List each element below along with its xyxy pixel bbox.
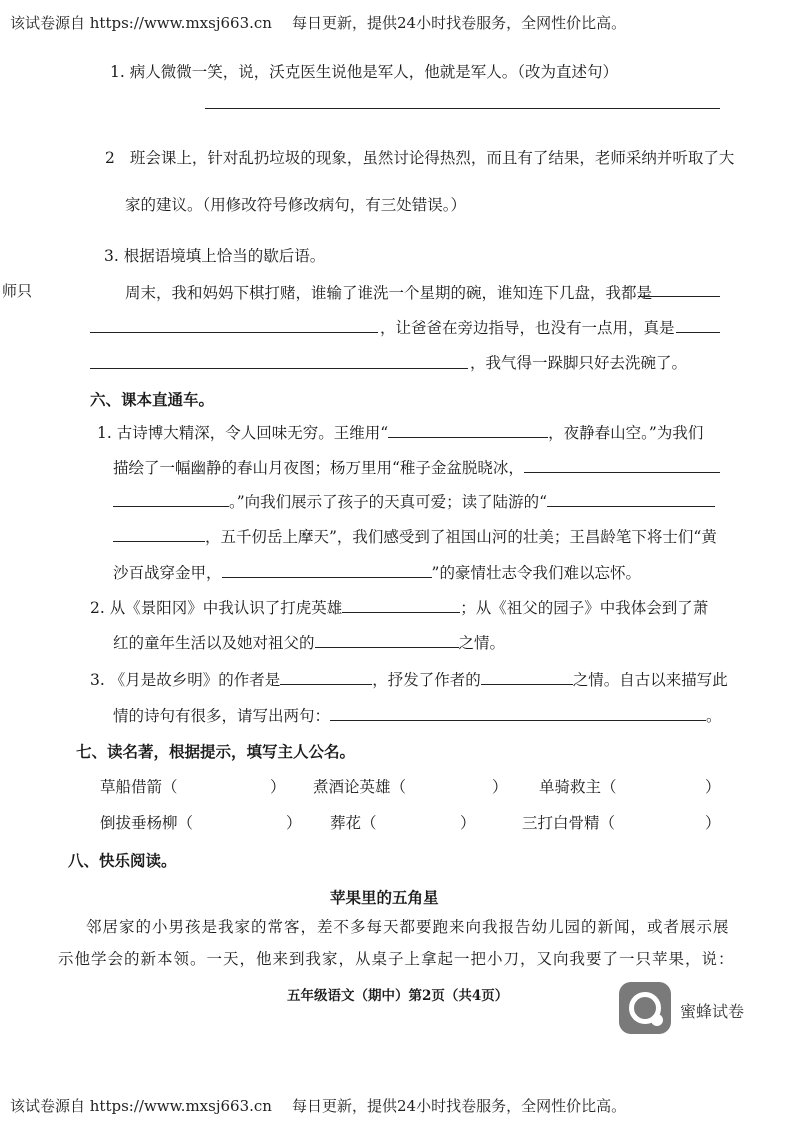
s6-q1-blank-6[interactable] bbox=[222, 563, 432, 578]
reading-paragraph-line1: 邻居家的小男孩是我家的常客，差不多每天都要跑来向我报告幼儿园的新闻，或者展示展 bbox=[86, 918, 730, 936]
s5-q3-blank-1[interactable] bbox=[638, 296, 720, 297]
s6-q3-blank-2[interactable] bbox=[481, 670, 573, 685]
s6-q1-line3: 。”向我们展示了孩子的天真可爱；读了陆游的“ bbox=[113, 490, 715, 512]
footer-source: 该试卷源自 https://www.mxsj663.cn bbox=[10, 1097, 272, 1115]
s5-q3-blank-2[interactable] bbox=[90, 332, 378, 333]
reading-title: 苹果里的五角星 bbox=[330, 888, 439, 907]
margin-fragment: 师只 bbox=[2, 282, 33, 300]
s6-q3-line1: 3. 《月是故乡明》的作者是 ，抒发了作者的 之情。自古以来描写此 bbox=[90, 671, 728, 689]
s7-item-4-close: ） bbox=[286, 814, 302, 832]
s6-q1-line4: ，五千仞岳上摩天”，我们感受到了祖国山河的壮美；王昌龄笔下将士们“黄 bbox=[113, 525, 717, 547]
section8-heading: 八、快乐阅读。 bbox=[68, 851, 177, 870]
s7-item-6: 三打白骨精（ bbox=[522, 814, 616, 832]
reading-paragraph-line2: 示他学会的新本领。一天，他来到我家，从桌子上拿起一把小刀，又向我要了一只苹果，说： bbox=[58, 950, 735, 968]
s7-item-1: 草船借箭（ bbox=[100, 778, 178, 796]
s5-q1-text: 病人微微一笑，说，沃克医生说他是军人，他就是军人。（改为直述句） bbox=[129, 63, 618, 81]
s5-q3-line2: ，让爸爸在旁边指导，也没有一点用，真是 bbox=[380, 319, 675, 337]
section7-heading: 七、读名著，根据提示，填写主人公名。 bbox=[76, 742, 356, 761]
s6-q1-line5: 沙百战穿金甲， ”的豪情壮志令我们难以忘怀。 bbox=[113, 564, 641, 582]
s7-item-6-close: ） bbox=[705, 814, 721, 832]
s5-q2-number: 2 bbox=[105, 149, 115, 167]
s7-item-5-close: ） bbox=[460, 814, 476, 832]
header-source: 该试卷源自 https://www.mxsj663.cn bbox=[10, 14, 272, 32]
s7-item-1-close: ） bbox=[270, 778, 286, 796]
s6-q3-blank-1[interactable] bbox=[280, 670, 372, 685]
s6-q3-line2: 情的诗句有很多，请写出两句： 。 bbox=[113, 707, 722, 725]
section6-heading: 六、课本直通车。 bbox=[90, 390, 215, 409]
header-promo: 每日更新，提供24小时找卷服务，全网性价比高。 bbox=[292, 14, 627, 32]
s5-q3-line3: ，我气得一跺脚只好去洗碗了。 bbox=[470, 354, 688, 372]
s7-item-2-close: ） bbox=[492, 778, 508, 796]
s6-q1-line1: 1. 古诗博大精深，令人回味无穷。王维用“ ，夜静春山空。”为我们 bbox=[97, 424, 704, 442]
s7-item-2: 煮酒论英雄（ bbox=[313, 778, 407, 796]
s6-q2-blank-2[interactable] bbox=[315, 633, 459, 648]
s5-q3-blank-4[interactable] bbox=[90, 368, 468, 369]
s5-q2-line1: 2 班会课上，针对乱扔垃圾的现象，虽然讨论得热烈，而且有了结果，老师采纳并听取了大 bbox=[105, 149, 735, 167]
footer-promo: 每日更新，提供24小时找卷服务，全网性价比高。 bbox=[292, 1097, 627, 1115]
s6-q2-line1: 2. 从《景阳冈》中我认识了打虎英雄 ；从《祖父的园子》中我体会到了萧 bbox=[90, 599, 709, 617]
s7-item-5: 葬花（ bbox=[330, 814, 377, 832]
s6-q1-blank-3[interactable] bbox=[113, 492, 229, 507]
s5-q1-number: 1. bbox=[110, 63, 125, 81]
s6-q1-blank-1[interactable] bbox=[388, 423, 548, 438]
brand-name: 蜜蜂试卷 bbox=[680, 1002, 745, 1021]
s5-q3-line1: 周末，我和妈妈下棋打赌，谁输了谁洗一个星期的碗，谁知连下几盘，我都是 bbox=[125, 284, 653, 302]
bee-logo-icon bbox=[619, 982, 671, 1034]
s6-q3-blank-3[interactable] bbox=[330, 706, 706, 721]
page-number-footer: 五年级语文（期中）第2页（共4页） bbox=[287, 988, 509, 1004]
s5-q3-title: 3. 根据语境填上恰当的歇后语。 bbox=[104, 247, 326, 265]
s6-q2-line2: 红的童年生活以及她对祖父的 之情。 bbox=[113, 634, 506, 652]
s7-item-4: 倒拔垂杨柳（ bbox=[100, 814, 194, 832]
s6-q1-blank-2[interactable] bbox=[524, 458, 720, 473]
s6-q1-line2: 描绘了一幅幽静的春山月夜图；杨万里用“稚子金盆脱晓冰， bbox=[113, 456, 720, 478]
s6-q1-blank-4[interactable] bbox=[547, 492, 715, 507]
s5-q2-line2: 家的建议。（用修改符号修改病句，有三处错误。） bbox=[125, 196, 467, 214]
s6-q2-blank-1[interactable] bbox=[342, 598, 460, 613]
s7-item-3: 单骑救主（ bbox=[539, 778, 617, 796]
s5-q1-answer-line[interactable] bbox=[205, 108, 720, 109]
s5-q3-blank-3[interactable] bbox=[676, 332, 720, 333]
s6-q1-blank-5[interactable] bbox=[113, 527, 205, 542]
s7-item-3-close: ） bbox=[705, 778, 721, 796]
s5-q1 bbox=[110, 60, 618, 82]
